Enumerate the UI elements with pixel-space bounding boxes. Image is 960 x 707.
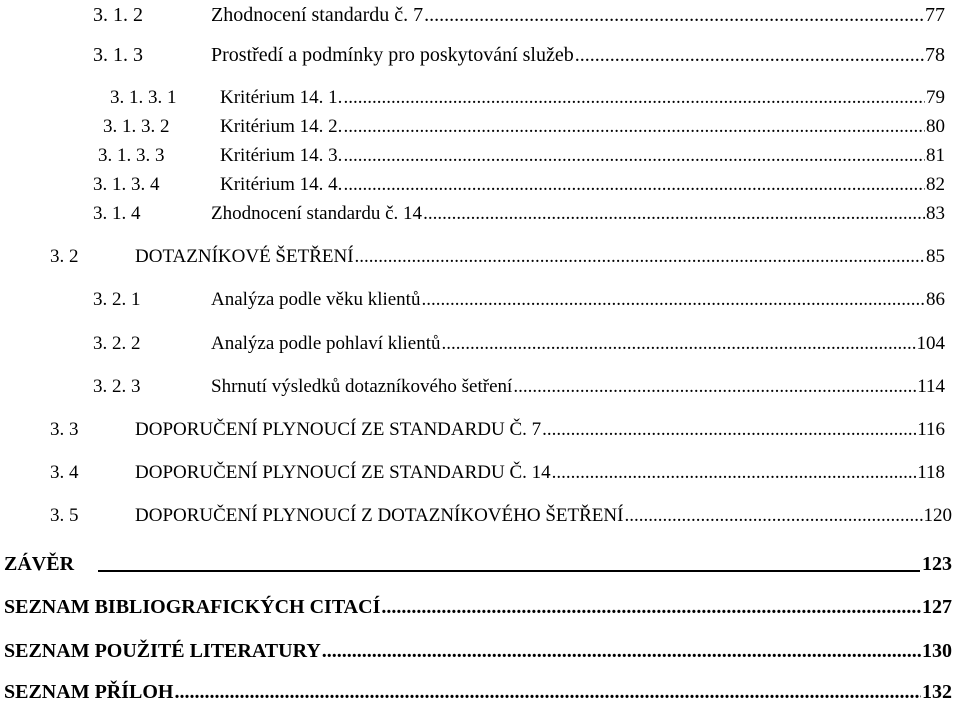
- toc-dot-leader: [424, 0, 924, 30]
- toc-entry-page: 81: [926, 145, 945, 166]
- toc-entry-page: 132: [922, 681, 952, 703]
- toc-entry-page: 104: [916, 333, 945, 354]
- toc-entry-page: 77: [925, 4, 945, 26]
- toc-entry-number: 3. 1. 2: [93, 4, 143, 26]
- toc-entry-page: 120: [923, 505, 952, 526]
- toc-entry-number: 3. 1. 4: [93, 203, 141, 224]
- toc-dot-leader: [343, 170, 925, 200]
- toc-entry-title: ZÁVĚR: [4, 553, 75, 575]
- toc-entry-title: Kritérium 14. 3.: [220, 145, 343, 166]
- toc-entry-title: DOPORUČENÍ PLYNOUCÍ Z DOTAZNÍKOVÉHO ŠETŘENÍ: [135, 505, 624, 526]
- toc-entry-page: 118: [917, 462, 945, 483]
- toc-dot-leader: [98, 570, 920, 572]
- toc-entry[interactable]: [93, 40, 945, 70]
- toc-dot-leader: [381, 592, 921, 622]
- toc-entry-number: 3. 2. 2: [93, 333, 141, 354]
- toc-entry-page: 127: [922, 596, 952, 618]
- toc-dot-leader: [421, 285, 925, 315]
- toc-entry-title: DOTAZNÍKOVÉ ŠETŘENÍ: [135, 246, 354, 267]
- toc-dot-leader: [343, 83, 925, 113]
- toc-dot-leader: [552, 458, 917, 488]
- toc-entry-page: 80: [926, 116, 945, 137]
- toc-entry-page: 78: [925, 44, 945, 66]
- toc-entry-page: 85: [926, 246, 945, 267]
- toc-entry[interactable]: [93, 0, 945, 30]
- toc-entry-title: Zhodnocení standardu č. 14: [211, 203, 423, 224]
- toc-dot-leader: [174, 677, 921, 707]
- toc-dot-leader: [575, 40, 924, 70]
- toc-entry[interactable]: [4, 592, 952, 622]
- toc-entry-title: Kritérium 14. 1.: [220, 87, 343, 108]
- toc-entry-title: Analýza podle pohlaví klientů: [211, 333, 441, 354]
- toc-entry-title: DOPORUČENÍ PLYNOUCÍ ZE STANDARDU Č. 14: [135, 462, 551, 483]
- toc-entry[interactable]: [4, 549, 952, 579]
- toc-entry[interactable]: [103, 112, 945, 142]
- toc-entry[interactable]: [93, 372, 945, 402]
- toc-entry-title: SEZNAM POUŽITÉ LITERATURY: [4, 640, 321, 662]
- toc-entry-number: 3. 4: [50, 462, 79, 483]
- toc-entry[interactable]: [50, 242, 945, 272]
- toc-entry[interactable]: [50, 458, 945, 488]
- toc-dot-leader: [343, 112, 925, 142]
- toc-dot-leader: [322, 636, 921, 666]
- toc-entry-number: 3. 5: [50, 505, 79, 526]
- toc-entry-title: Shrnutí výsledků dotazníkového šetření: [211, 376, 513, 397]
- toc-entry-page: 130: [922, 640, 952, 662]
- toc-entry[interactable]: [93, 199, 945, 229]
- toc-entry[interactable]: [50, 415, 945, 445]
- toc-entry-title: DOPORUČENÍ PLYNOUCÍ ZE STANDARDU Č. 7: [135, 419, 542, 440]
- toc-entry-page: 86: [926, 289, 945, 310]
- toc-entry[interactable]: [50, 501, 952, 531]
- toc-entry-number: 3. 1. 3. 1: [110, 87, 177, 108]
- toc-dot-leader: [542, 415, 916, 445]
- toc-entry-title: Kritérium 14. 4.: [220, 174, 343, 195]
- toc-dot-leader: [343, 141, 925, 171]
- toc-dot-leader: [442, 329, 916, 359]
- toc-dot-leader: [355, 242, 925, 272]
- toc-entry-page: 123: [922, 553, 952, 575]
- toc-entry-number: 3. 1. 3. 4: [93, 174, 160, 195]
- toc-entry[interactable]: [93, 170, 945, 200]
- toc-entry[interactable]: [110, 83, 945, 113]
- toc-entry[interactable]: [93, 329, 945, 359]
- toc-entry-number: 3. 1. 3: [93, 44, 143, 66]
- toc-entry-number: 3. 1. 3. 3: [98, 145, 165, 166]
- toc-entry-title: SEZNAM PŘÍLOH: [4, 681, 174, 703]
- toc-dot-leader: [513, 372, 916, 402]
- toc-entry-number: 3. 3: [50, 419, 79, 440]
- toc-dot-leader: [624, 501, 922, 531]
- toc-entry-page: 83: [926, 203, 945, 224]
- toc-entry-page: 116: [917, 419, 945, 440]
- toc-entry-title: SEZNAM BIBLIOGRAFICKÝCH CITACÍ: [4, 596, 381, 618]
- toc-entry-number: 3. 1. 3. 2: [103, 116, 170, 137]
- toc-entry[interactable]: [93, 285, 945, 315]
- toc-entry[interactable]: [4, 636, 952, 666]
- toc-entry-title: Prostředí a podmínky pro poskytování služeb: [211, 44, 574, 66]
- toc-entry-number: 3. 2: [50, 246, 79, 267]
- toc-entry[interactable]: [98, 141, 945, 171]
- toc-entry[interactable]: [4, 677, 952, 707]
- toc-entry-title: Kritérium 14. 2.: [220, 116, 343, 137]
- toc-entry-number: 3. 2. 1: [93, 289, 141, 310]
- toc-entry-page: 79: [926, 87, 945, 108]
- toc-dot-leader: [423, 199, 925, 229]
- toc-entry-number: 3. 2. 3: [93, 376, 141, 397]
- toc-entry-page: 114: [917, 376, 945, 397]
- toc-entry-page: 82: [926, 174, 945, 195]
- toc-entry-title: Zhodnocení standardu č. 7: [211, 4, 424, 26]
- toc-entry-title: Analýza podle věku klientů: [211, 289, 421, 310]
